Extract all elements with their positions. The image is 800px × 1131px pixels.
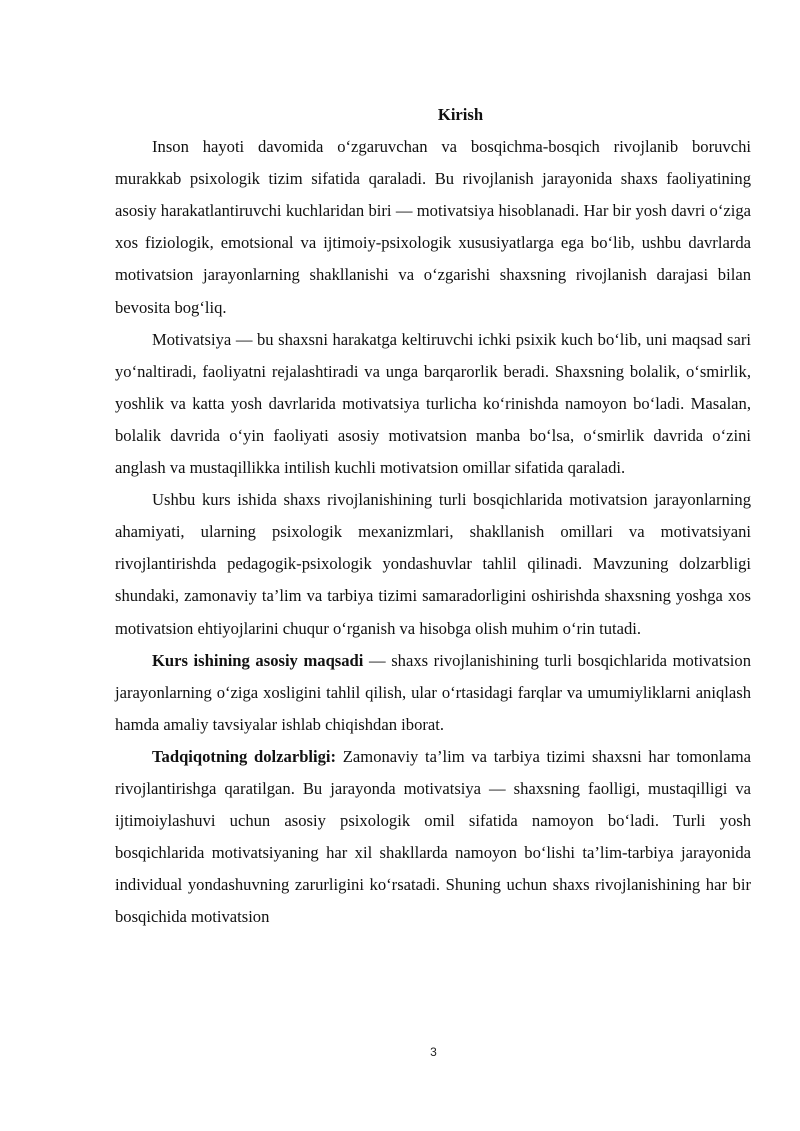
- paragraph-introduction: [115, 131, 751, 324]
- page-content: [115, 99, 751, 933]
- section-title: Kirish: [437, 105, 484, 124]
- paragraph-text: Ushbu kurs ishida shaxs rivojlanishining turli bosqichlarida motivatsion jarayonlarning ahamiyati, ularning psixologik mexanizmlari, shakllanish omillari va motivatsiyani rivojlantirishda pedagogik-psixologik yondashuvlar tahlil qilinadi. Mavzuning dolzarbligi shundaki, zamonaviy ta’lim va tarbiya tizimi samaradorligini oshirishda shaxsning yoshga xos motivatsion ehtiyojlarini chuqur o‘rganish va hisobga olish muhim o‘rin tutadi.: [115, 490, 751, 638]
- paragraph-lead-bold: Kurs ishining asosiy maqsadi: [152, 650, 364, 670]
- page-number: 3: [430, 1045, 437, 1059]
- paragraph-course-scope: [115, 484, 751, 644]
- paragraph-course-goal: [115, 645, 751, 741]
- paragraph-motivation-definition: [115, 324, 751, 484]
- paragraph-text: Zamonaviy ta’lim va tarbiya tizimi shaxsni har tomonlama rivojlantirishga qaratilgan. Bu jarayonda motivatsiya — shaxsning faolligi, mustaqilligi va ijtimoiylashuvi uchun asosiy psixologik omil sifatida namoyon bo‘ladi. Turli yosh bosqichlarida motivatsiyaning har xil shakllarda namoyon bo‘lishi ta’lim-tarbiya jarayonida individual yondashuvning zarurligini ko‘rsatadi. Shuning uchun shaxs rivojlanishining har bir bosqichida motivatsion: [115, 746, 751, 927]
- paragraph-research-relevance: [115, 741, 751, 934]
- paragraph-text: Inson hayoti davomida o‘zgaruvchan va bosqichma-bosqich rivojlanib boruvchi murakkab psixologik tizim sifatida qaraladi. Bu rivojlanish jarayonida shaxs faoliyatining asosiy harakatlantiruvchi kuchlaridan biri — motivatsiya hisoblanadi. Har bir yosh davri o‘ziga xos fiziologik, emotsional va ijtimoiy-psixologik xususiyatlarga ega bo‘lib, ushbu davrlarda motivatsion jarayonlarning shakllanishi va o‘zgarishi shaxsning rivojlanish darajasi bilan bevosita bog‘liq.: [115, 137, 751, 317]
- paragraph-text: Motivatsiya — bu shaxsni harakatga keltiruvchi ichki psixik kuch bo‘lib, uni maqsad sari yo‘naltiradi, faoliyatni rejalashtiradi va unga barqarorlik beradi. Shaxsning bolalik, o‘smirlik, yoshlik va katta yosh davrlarida motivatsiya turlicha ko‘rinishda namoyon bo‘ladi. Masalan, bolalik davrida o‘yin faoliyati asosiy motivatsion manba bo‘lsa, o‘smirlik davrida o‘zini anglash va mustaqillikka intilish kuchli motivatsion omillar sifatida qaraladi.: [115, 329, 751, 478]
- paragraph-text: — shaxs rivojlanishining turli bosqichlarida motivatsion jarayonlarning o‘ziga xosligini tahlil qilish, ular o‘rtasidagi farqlar va umumiyliklarni aniqlash hamda amaliy tavsiyalar ishlab chiqishdan iborat.: [115, 650, 751, 734]
- paragraph-lead-bold: Tadqiqotning dolzarbligi:: [152, 746, 337, 766]
